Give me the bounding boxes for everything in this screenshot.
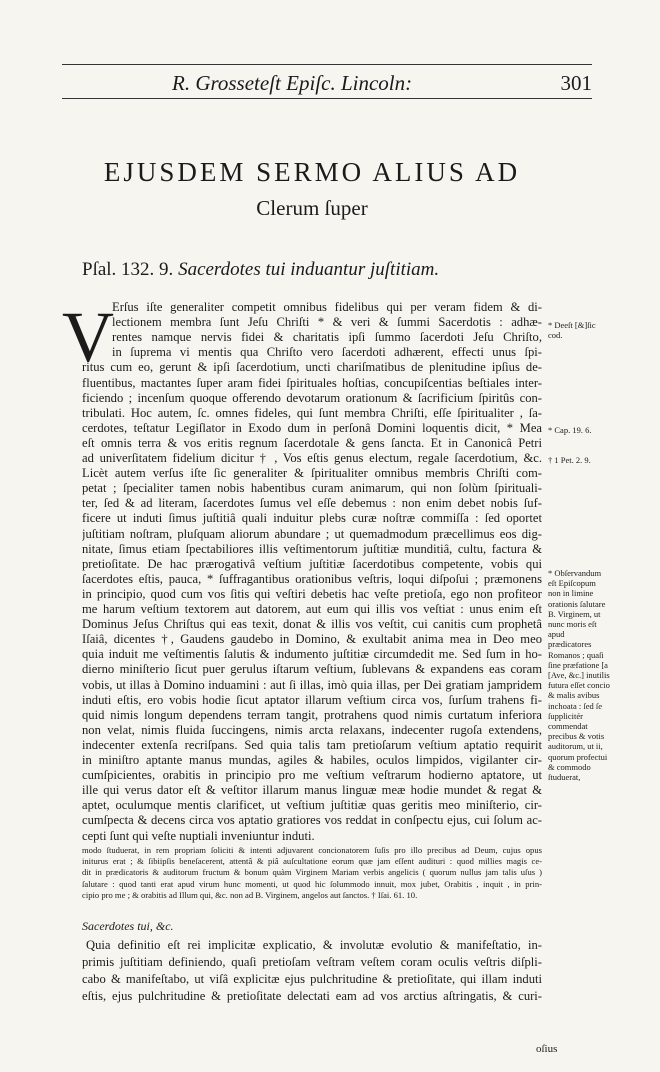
- body-line: in ſuprema vi mentis qua Chriſto vero ſacerdoti adhærent, effecti unus ſpi-: [112, 345, 542, 360]
- body-line: petat ; ſpecialiter tamen nobis habentibus curam animarum, qui non ſolùm ſpirituali-: [82, 481, 542, 496]
- psalm-verse: [82, 259, 439, 281]
- body-line: in principio, quod cum vos ſitis qui veſtiri debetis hac veſte pretioſa, ego non profiteor: [82, 586, 542, 601]
- body-line: cumſpecta & decens circa vos aptatio gratiores vos reddat in conſpectu ejus, cui ſolum ac-: [82, 813, 542, 828]
- body-line: aptet, oculumque mentis clarificet, ut veſtium juſtitiæ quas geritis meo miniſterio, cir-: [82, 798, 542, 813]
- header-rule-top: [62, 64, 592, 65]
- margin-note-cap: * Cap. 19. 6.: [548, 425, 592, 435]
- body-line: cepti ſunt qui veſte nuptiali inveniuntur induti.: [82, 828, 315, 843]
- footnote-line: ſalutare : quod tanti erat apud virum hunc momenti, ut quod hic ſolummodo innuit, mox jubet, Orabitis , inquit , in prin-: [82, 878, 542, 889]
- body-line: Licèt autem verſus iſte ſic generaliter & ſpiritualiter omnibus membris Chriſti com-: [82, 466, 542, 481]
- page-number: 301: [560, 71, 592, 95]
- tail-line: cabo & manifeſtabo, ut viſâ explicitæ ejus pulchritudine & pretioſitate, qui illam induti: [82, 972, 542, 986]
- body-line: nitate, ſimus etiam ſpectabiliores illis veſtimentorum juſtitiæ munditiâ, cultu, factura &: [82, 541, 542, 556]
- body-line: juſtitiam noſtram, pluſquam aliorum abundare ; ut quemadmodum præcellimus eos dig-: [82, 526, 542, 541]
- footnote-line: cipio pro me ; & orabitis ad Illum qui, &c. non ad B. Virginem, angelos aut ſanctos. † Iſai. 61. 10.: [82, 889, 418, 900]
- body-line: fluentibus, mactantes ſuper aram fidei ſpirituales hoſtias, concupiſcentias beſtiales inter-: [82, 375, 542, 390]
- body-line: cerdotes, teſtatur Legiſlator in Exodo dum in perſonâ Domini loquentis dicit, * Mea: [82, 420, 542, 435]
- margin-note-observandum: * Obſervandum eſt Epiſcopum non in limine orationis ſalutare B. Virginem, ut nunc moris eſt apud prædicatores Romanos ; quaſi ſine præfatione [a [Ave, &c.] inutilis futura eſſet concio & malis avibus inchoata : ſed ſe ſupplicitér commendat precibus & votis auditorum, ut ii, quorum profectui & commodo ſtuduerat,: [548, 568, 610, 783]
- running-head: [62, 71, 592, 95]
- tail-line: eſtis, ejus pulchritudine & pretioſitate delectati eam ad vos arctius aſtringatis, & curi-: [82, 989, 542, 1003]
- running-title: R. Grosseteſt Epiſc. Lincoln:: [172, 71, 413, 95]
- body-line: ſacerdotes eſtis, pauca, * ſuffragantibus orationibus veſtris, loqui diſpoſui ; præmonens: [82, 571, 542, 586]
- drop-cap: V: [62, 297, 114, 377]
- body-line: in miniſtro aptante manus mundas, agiles & habiles, oculos limpidos, vigilanter cir-: [82, 753, 542, 767]
- catchword: oſius: [536, 1043, 558, 1055]
- body-line: rentes namque nervis fidei & charitatis ipſi ſummo ſacerdoti Jeſu Chriſto,: [112, 330, 542, 345]
- body-line: non velat, nimis fluida ſuccingens, nimis arcta relaxans, indecenter rugoſa extendens,: [82, 722, 542, 737]
- body-line: vobis, ut illas à Domino induamini : aut ſi illas, imò quia illas, per Dei gratiam jampridem: [82, 677, 542, 692]
- sermon-subheading: Clerum ſuper: [256, 196, 368, 220]
- section-label: Sacerdotes tui, &c.: [82, 919, 174, 933]
- body-line: quid nimis longum dependens terram tangit, protrahens quod nimis curtatum inferiora: [82, 707, 542, 722]
- body-line: cumſpicientes, orabitis in principio pro me veſtium veſtrarum hodierno aptatore, ut: [82, 768, 542, 783]
- header-rule-bottom: [62, 98, 592, 99]
- body-line: Erſus iſte generaliter competit omnibus fidelibus qui per veram fidem & di-: [112, 300, 542, 314]
- footnote-line: initurus erat ; & ſibiipſis beneſacerent, attentâ & piâ auſcultatione eorum quæ jam eſſent audituri : quod millies magis ce-: [82, 856, 542, 867]
- body-line: dierno miniſterio ſicut puer gerulus iſtarum veſtium, ſublevans & expandens eas coram: [82, 662, 542, 677]
- sermon-heading: EJUSDEM SERMO ALIUS AD: [103, 157, 521, 187]
- body-line: ritus cum eo, gerunt & ipſi ſacerdotium, uncti chariſmatibus de plenitudine ipſius de-: [82, 360, 542, 375]
- body-line: lectionem membra ſunt Jeſu Chriſti * & veri & ſummi Sacerdotis : adhæ-: [112, 315, 542, 330]
- body-line: ter, ſed & ad literam, ſacerdotes ſumus vel eſſe debemus : non enim debet nobis ſuf-: [82, 496, 542, 511]
- margin-note-deest: * Deeſt [&]ſic cod.: [548, 320, 596, 341]
- body-line: ad univerſitatem fidelium dicitur † , Vos eſtis genus electum, regale ſacerdotium, &c.: [82, 451, 542, 465]
- body-line: eſt omnis terra & vos eritis regnum ſacerdotale & gens ſancta. Et in Canonicâ Petri: [82, 435, 542, 450]
- psalm-text: Sacerdotes tui induantur juſtitiam.: [178, 259, 440, 280]
- margin-note-pet: † 1 Pet. 2. 9.: [548, 455, 591, 465]
- body-line: Iſaiâ, dicentes †, Gaudens gaudebo in Domino, & exultabit anima mea in Deo meo: [82, 632, 542, 647]
- footnote-line: modo ſtuduerat, in rem propriam ſoliciti & intenti adjuvarent concionatorem ſuſis pro illo precibus ad Deum, cujus opus: [82, 845, 542, 855]
- body-line: ficere ut induti ſimus juſtitiâ quali induitur plebs curæ noſtræ commiſſa : ſed oportet: [82, 511, 542, 526]
- psalm-reference: Pſal. 132. 9.: [82, 259, 174, 280]
- body-line: indecenter extenſa recriſpans. Sed quia talis tam pretioſarum veſtium aptatio requirit: [82, 737, 542, 752]
- body-line: Dominus Jeſus Chriſtus qui eas texit, donat & illis vos veſtit, cui canitis cum prophetâ: [82, 617, 542, 632]
- body-line: pretioſitate. De hac prærogativâ veſtium juſtitiæ ſacerdotibus competente, vobis qui: [82, 556, 542, 571]
- body-line: ficiendo ; incenſum quoque offerendo devotarum orationum & ſacrificium ſpiritûs con-: [82, 390, 542, 405]
- footnote-line: dit in prædicatoris & auditorum fructum & bonum quàm Virginem Mariam verbis angelicis ( quorum nullus jam talis uſus ): [82, 867, 542, 878]
- body-line: quia induit me veſtimentis ſalutis & indumento juſtitiæ circumdedit me. Sed ſum in ho-: [82, 647, 542, 662]
- body-line: tribulati. Hoc autem, ſc. omnes fideles, qui ſunt membra Chriſti, eſſe ſpiritualiter , ſa-: [82, 405, 542, 420]
- body-line: me harum veſtium textorem aut datorem, aut eum qui illis vos veſtiat : unus enim eſt: [82, 602, 542, 616]
- tail-line: Quia definitio eſt rei implicitæ explicatio, & involutæ evolutio & manifeſtatio, in-: [86, 938, 542, 952]
- body-line: induti eſtis, ero vobis hodie ſicut aptator illarum veſtium circa vos, ſurſum trahens fi-: [82, 692, 542, 707]
- tail-line: primis juſtitiam definiendo, quaſi pretioſam veſtram veſtem coram oculis veſtris diſpli-: [82, 955, 542, 969]
- body-line: ille qui verus dator eſt & veſtitor illarum manus linguæ meæ hodie mundet & regat &: [82, 783, 542, 798]
